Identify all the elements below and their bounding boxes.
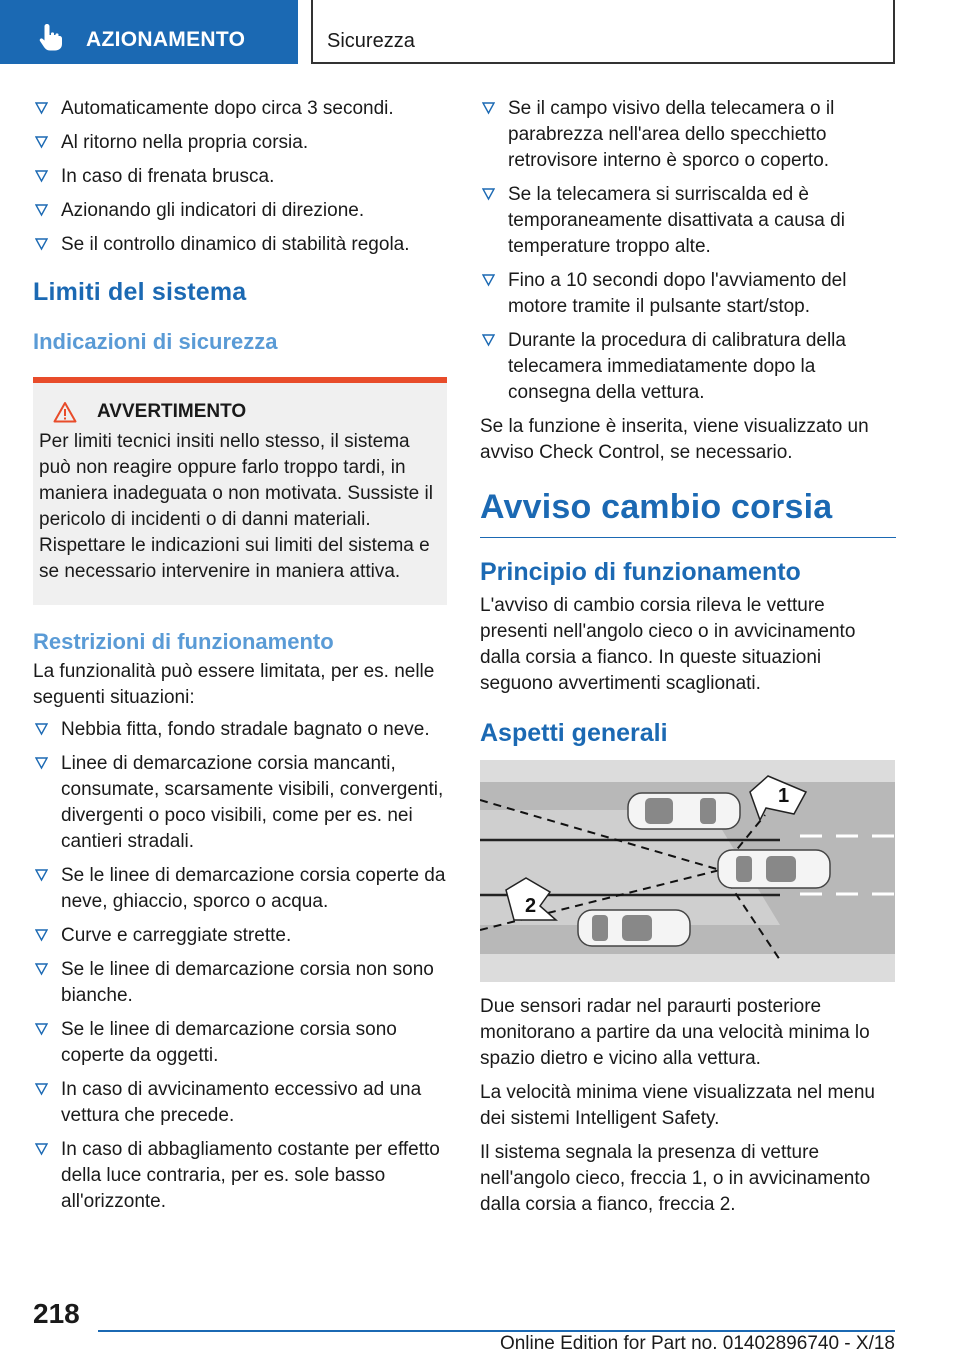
section-title: Sicurezza (327, 30, 415, 52)
warning-text: Per limiti tecnici insiti nello stesso, il sistema può non reagire oppure farlo troppo tardi, in maniera inadeguata o non motivata. Sussiste il pericolo di incidenti o di danni materiali. Rispettare le indicazioni sui limiti del sistema e se necessario intervenire in maniera attiva. (39, 431, 433, 582)
bullet-list-top-right (480, 96, 896, 406)
bullet-triangle-icon (482, 187, 495, 201)
signal-text: Il sistema segnala la presenza di vetture nell'angolo cieco, freccia 1, o in avvicinamento dalla corsia a fianco, freccia 2. (480, 1142, 871, 1215)
page-number: 218 (33, 1298, 80, 1329)
bullet-triangle-icon (35, 237, 48, 251)
list-item: Al ritorno nella propria corsia. (33, 130, 447, 156)
list-item: Se le linee di demarcazione corsia coperte da neve, ghiaccio, sporco o acqua. (33, 863, 447, 915)
car-approaching (578, 910, 690, 946)
footer-divider (98, 1330, 895, 1332)
svg-text:1: 1 (778, 785, 790, 807)
restrizioni-intro: La funzionalità può essere limitata, per es. nelle seguenti situazioni: (33, 661, 435, 708)
heading-principio: Principio di funzionamento (480, 558, 801, 586)
left-column (33, 96, 447, 1223)
list-item: Durante la procedura di calibratura della telecamera immediatamente dopo la consegna della vettura. (480, 328, 896, 406)
list-item: Automaticamente dopo circa 3 secondi. (33, 96, 447, 122)
list-item: In caso di frenata brusca. (33, 164, 447, 190)
bullet-triangle-icon (482, 273, 495, 287)
lane-change-figure (480, 760, 895, 982)
check-control-text: Se la funzione è inserita, viene visualizzato un avviso Check Control, se necessario. (480, 416, 869, 463)
list-item: Fino a 10 secondi dopo l'avviamento del motore tramite il pulsante start/stop. (480, 268, 896, 320)
bullet-list-top-left (33, 96, 447, 258)
bullet-triangle-icon (482, 101, 495, 115)
warning-triangle-icon (53, 401, 77, 423)
list-item: Curve e carreggiate strette. (33, 923, 447, 949)
footer-edition: Online Edition for Part no. 01402896740 - X/18 (499, 1333, 895, 1354)
velocity-text: La velocità minima viene visualizzata nel menu dei sistemi Intelligent Safety. (480, 1082, 875, 1129)
bullet-triangle-icon (35, 101, 48, 115)
bullet-triangle-icon (35, 1082, 48, 1096)
list-item: Nebbia fitta, fondo stradale bagnato o neve. (33, 717, 447, 743)
warning-box (33, 377, 447, 605)
principio-text: L'avviso di cambio corsia rileva le vetture presenti nell'angolo cieco o in avvicinamento dalla corsia a fianco. In queste situazioni seguono avvertimenti scaglionati. (480, 595, 856, 694)
heading-avviso: Avviso cambio corsia (480, 488, 896, 538)
section-tab-label: AZIONAMENTO (86, 28, 246, 51)
bullet-triangle-icon (35, 135, 48, 149)
bullet-triangle-icon (35, 962, 48, 976)
lane-change-diagram (480, 760, 895, 982)
right-column (480, 96, 896, 1218)
heading-indicazioni: Indicazioni di sicurezza (33, 329, 278, 354)
heading-limiti: Limiti del sistema (33, 278, 247, 306)
bullet-triangle-icon (482, 333, 495, 347)
bullet-triangle-icon (35, 1022, 48, 1036)
bullet-triangle-icon (35, 868, 48, 882)
heading-aspetti: Aspetti generali (480, 719, 668, 747)
bullet-triangle-icon (35, 169, 48, 183)
section-tab[interactable] (0, 0, 298, 64)
bullet-triangle-icon (35, 722, 48, 736)
svg-text:2: 2 (525, 895, 537, 917)
list-item: Azionando gli indicatori di direzione. (33, 198, 447, 224)
list-item: In caso di abbagliamento costante per effetto della luce contraria, per es. sole basso all'orizzonte. (33, 1137, 447, 1215)
section-title-box (311, 0, 895, 64)
list-item: In caso di avvicinamento eccessivo ad una vettura che precede. (33, 1077, 447, 1129)
car-blind-spot (628, 793, 740, 829)
list-item: Se il campo visivo della telecamera o il parabrezza nell'area dello specchietto retrovisore interno è sporco o coperto. (480, 96, 896, 174)
list-item: Se la telecamera si surriscalda ed è temporaneamente disattivata a causa di temperature troppo alte. (480, 182, 896, 260)
bullet-triangle-icon (35, 1142, 48, 1156)
bullet-triangle-icon (35, 203, 48, 217)
hand-pointer-icon (38, 22, 64, 52)
list-item: Linee di demarcazione corsia mancanti, consumate, scarsamente visibili, convergenti, divergenti o poco visibili, come per es. nei cantieri stradali. (33, 751, 447, 855)
heading-restrizioni: Restrizioni di funzionamento (33, 629, 334, 654)
bullet-triangle-icon (35, 928, 48, 942)
list-item: Se le linee di demarcazione corsia sono coperte da oggetti. (33, 1017, 447, 1069)
bullet-list-restrizioni (33, 717, 447, 1215)
list-item: Se le linee di demarcazione corsia non sono bianche. (33, 957, 447, 1009)
bullet-triangle-icon (35, 756, 48, 770)
car-own (718, 850, 830, 888)
list-item: Se il controllo dinamico di stabilità regola. (33, 232, 447, 258)
radar-text: Due sensori radar nel paraurti posteriore monitorano a partire da una velocità minima lo spazio dietro e vicino alla vettura. (480, 996, 870, 1069)
warning-title: AVVERTIMENTO (53, 401, 437, 423)
